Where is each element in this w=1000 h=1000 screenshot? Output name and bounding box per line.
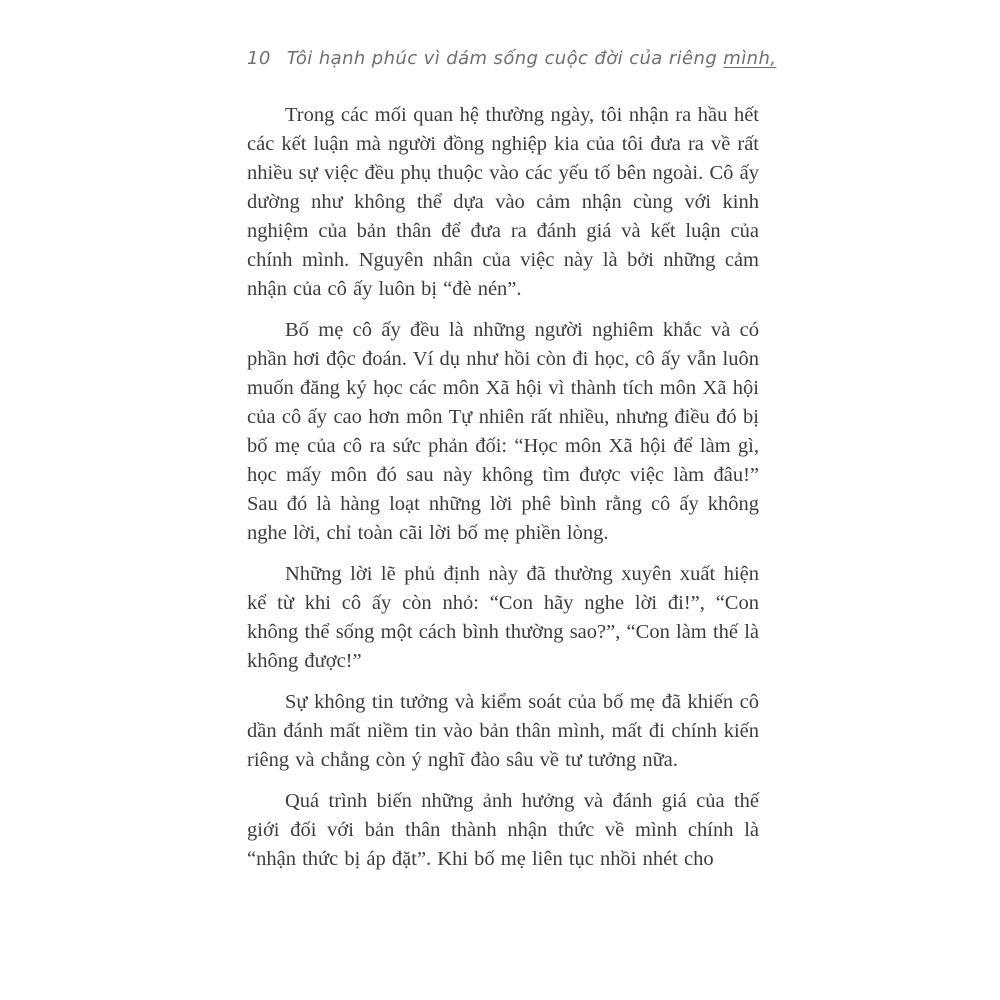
page-body	[247, 101, 759, 886]
paragraph: Quá trình biến những ảnh hưởng và đánh giá của thế giới đối với bản thân thành nhận thức về mình chính là “nhận thức bị áp đặt”. Khi bố mẹ liên tục nhồi nhét cho	[247, 790, 759, 870]
paragraph: Bố mẹ cô ấy đều là những người nghiêm khắc và có phần hơi độc đoán. Ví dụ như hồi còn đi học, cô ấy vẫn luôn muốn đăng ký học các môn Xã hội vì thành tích môn Xã hội của cô ấy cao hơn môn Tự nhiên rất nhiều, nhưng điều đó bị bố mẹ của cô ra sức phản đối: “Học môn Xã hội để làm gì, học mấy môn đó sau này không tìm được việc làm đâu!” Sau đó là hàng loạt những lời phê bình rằng cô ấy không nghe lời, chỉ toàn cãi lời bố mẹ phiền lòng.	[247, 319, 759, 544]
paragraph: Sự không tin tưởng và kiểm soát của bố mẹ đã khiến cô dần đánh mất niềm tin vào bản thân mình, mất đi chính kiến riêng và chẳng còn ý nghĩ đào sâu về tư tưởng nữa.	[247, 691, 759, 771]
chapter-title-text: Tôi hạnh phúc vì dám sống cuộc đời của riêng	[286, 48, 718, 69]
paragraph: Những lời lẽ phủ định này đã thường xuyên xuất hiện kể từ khi cô ấy còn nhỏ: “Con hãy nghe lời đi!”, “Con không thể sống một cách bình thường sao?”, “Con làm thế là không được!”	[247, 563, 759, 672]
running-header	[247, 48, 776, 69]
chapter-title	[287, 48, 777, 69]
chapter-title-emphasis: mình,	[723, 48, 777, 69]
paragraph: Trong các mối quan hệ thường ngày, tôi nhận ra hầu hết các kết luận mà người đồng nghiệp kia của tôi đưa ra về rất nhiều sự việc đều phụ thuộc vào các yếu tố bên ngoài. Cô ấy dường như không thể dựa vào cảm nhận cùng với kinh nghiệm của bản thân để đưa ra đánh giá và kết luận của chính mình. Nguyên nhân của việc này là bởi những cảm nhận của cô ấy luôn bị “đè nén”.	[247, 104, 759, 300]
page-number: 10	[247, 48, 271, 69]
